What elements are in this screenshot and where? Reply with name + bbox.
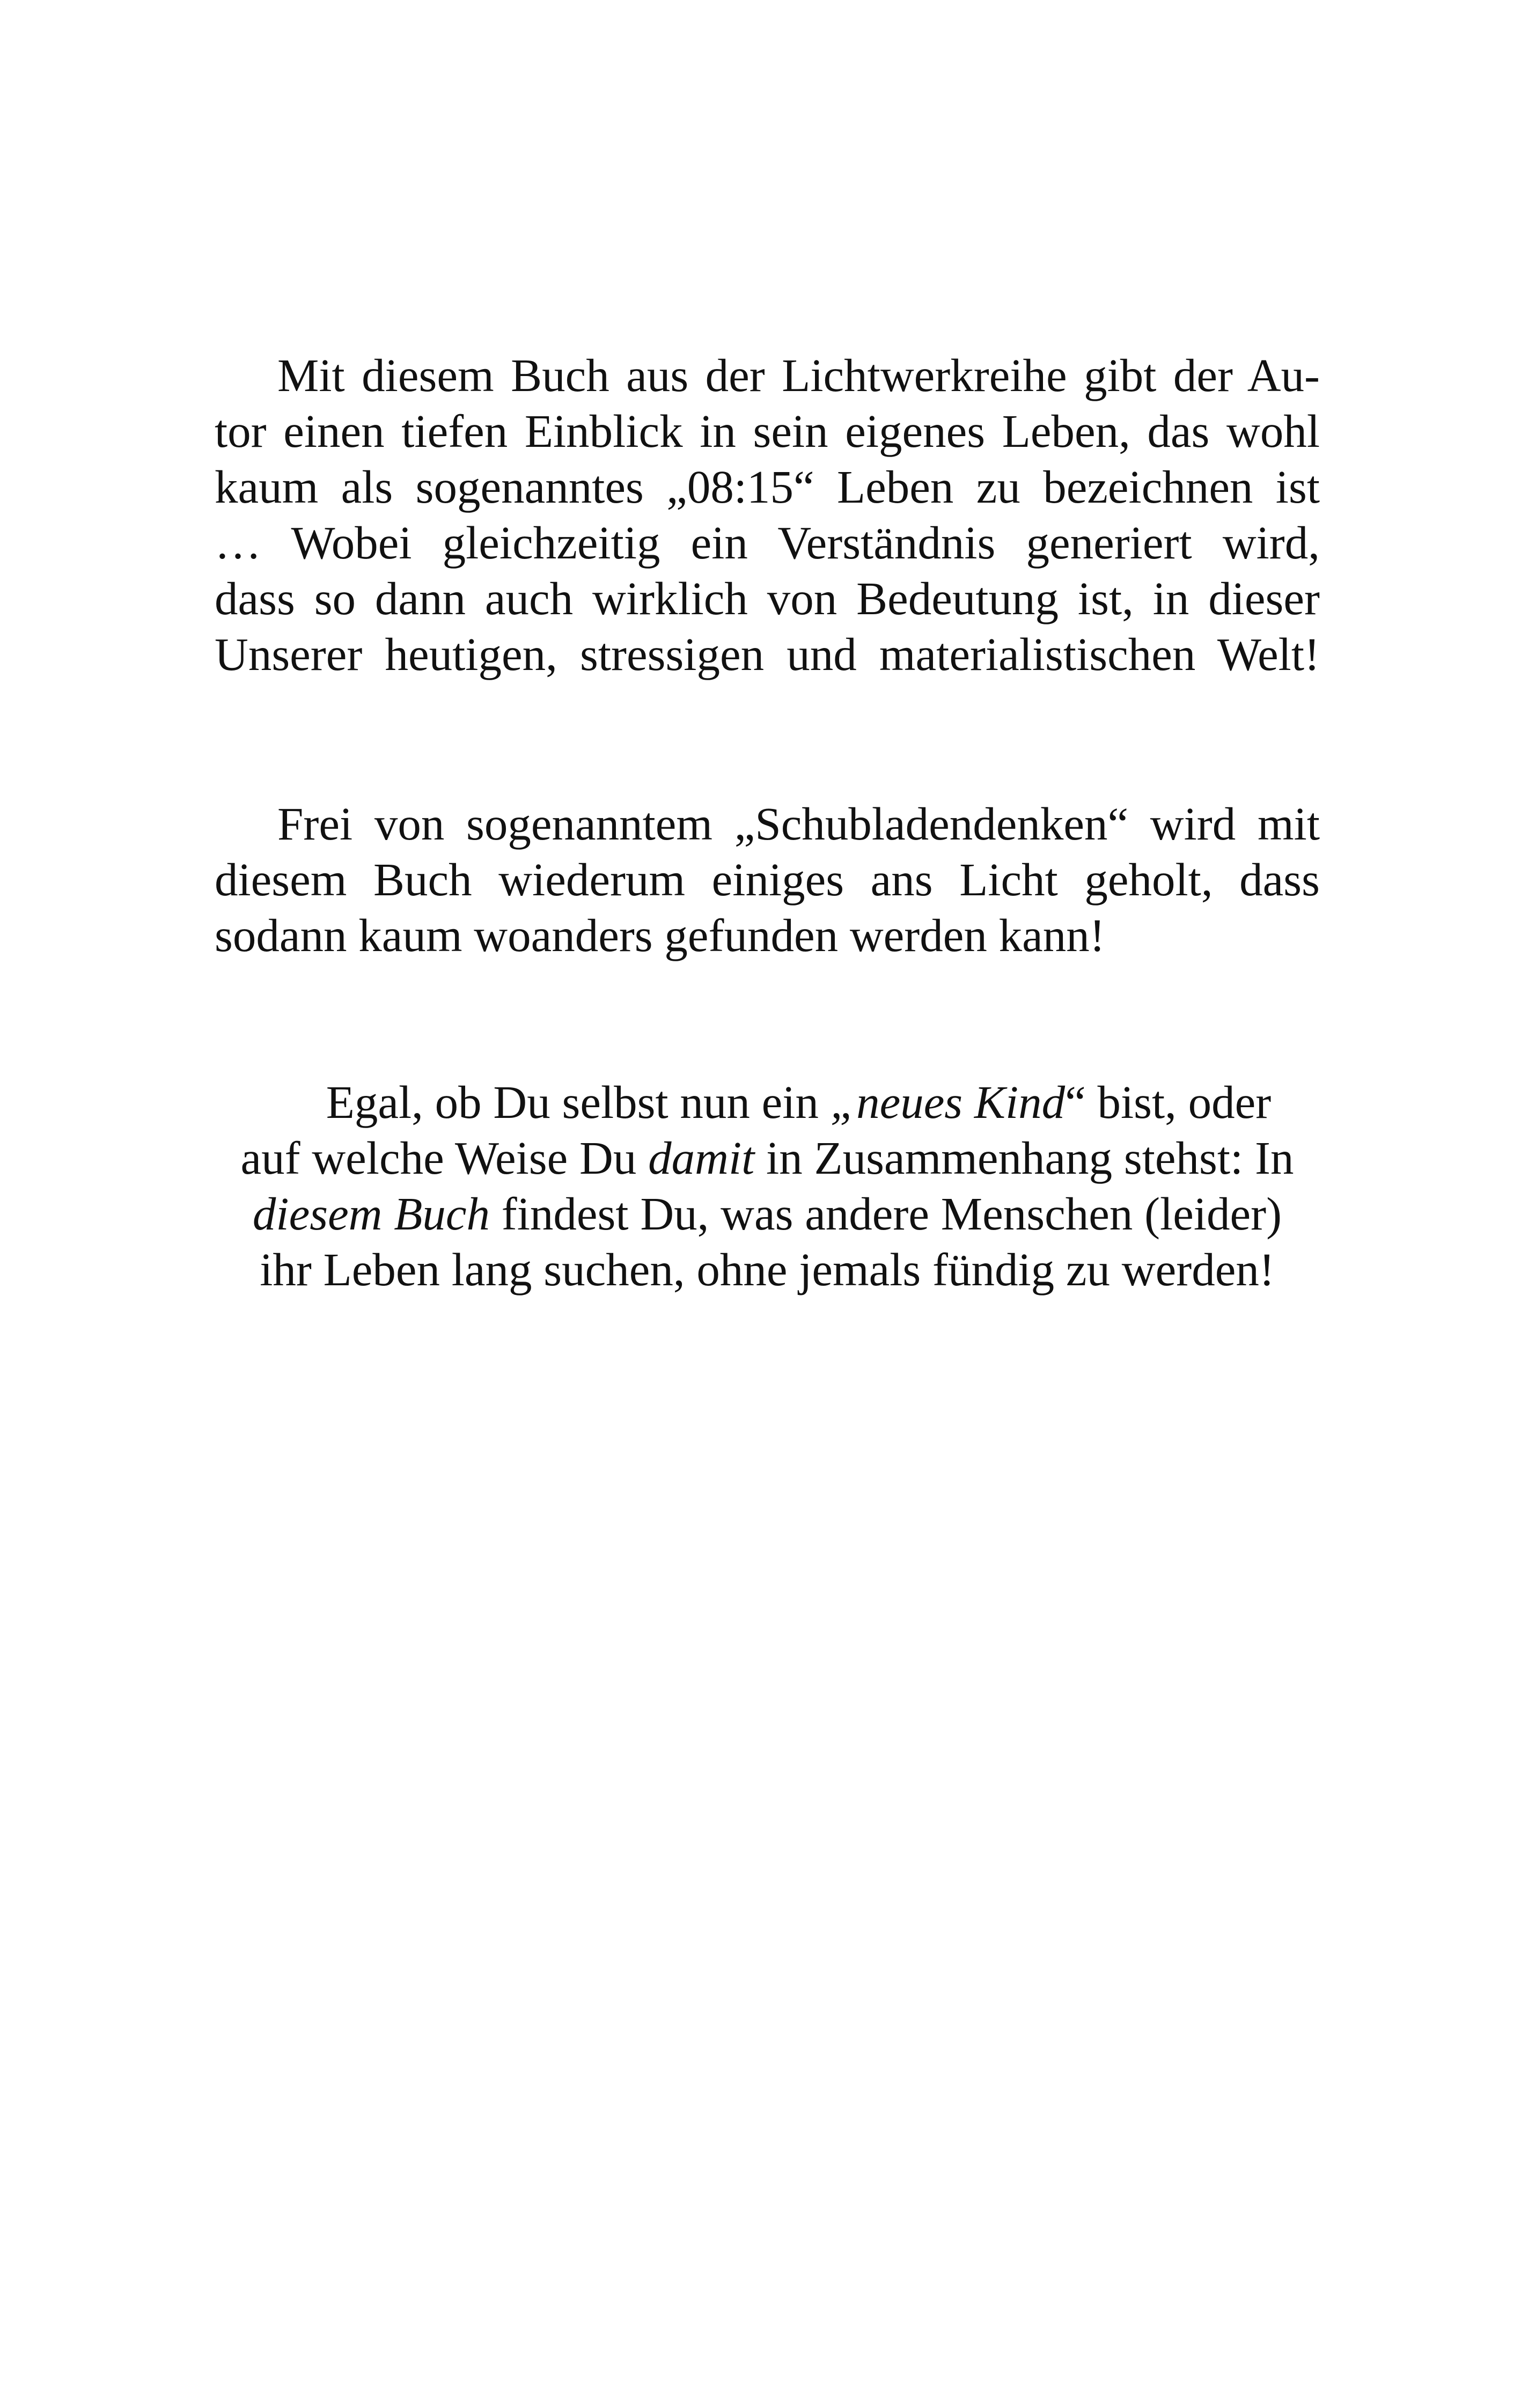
paragraph3-line-1 xyxy=(215,1074,1320,1130)
paragraph3-line1-text-b: “ bist, oder xyxy=(1065,1076,1272,1128)
paragraph-schubladendenken xyxy=(215,796,1320,963)
paragraph1-line-6: Unserer heutigen, stressigen und materialistischen Welt! xyxy=(215,628,1320,680)
paragraph2-line-2: diesem Buch wiederum einiges ans Licht geholt, dass xyxy=(215,853,1320,905)
paragraph1-line-5: dass so dann auch wirklich von Bedeutung ist, in dieser xyxy=(215,572,1320,624)
paragraph1-line-2: tor einen tiefen Einblick in sein eigenes Leben, das wohl xyxy=(215,405,1320,457)
paragraph-lichtwerkreihe xyxy=(215,348,1320,682)
paragraph3-line-4: ihr Leben lang suchen, ohne jemals fündig zu werden! xyxy=(260,1243,1275,1295)
paragraph1-line-3: kaum als sogenanntes „08:15“ Leben zu bezeichnen ist xyxy=(215,461,1320,513)
paragraph3-line1-text-a: Egal, ob Du selbst nun ein xyxy=(326,1076,831,1128)
paragraph-neues-kind xyxy=(215,1074,1320,1298)
paragraph3-line1-italic: „neues Kind xyxy=(830,1076,1066,1128)
paragraph3-line-3 xyxy=(215,1186,1320,1242)
paragraph1-line-4: … Wobei gleichzeitig ein Verständnis generiert wird, xyxy=(215,517,1320,569)
paragraph3-line2-text-b: in Zusammenhang stehst: In xyxy=(754,1132,1294,1184)
paragraph3-line3-text-b: findest Du, was andere Menschen (leider) xyxy=(490,1188,1282,1240)
paragraph3-line2-italic: damit xyxy=(648,1132,755,1184)
paragraph3-line2-text-a: auf welche Weise Du xyxy=(240,1132,649,1184)
paragraph3-line-2 xyxy=(215,1130,1320,1186)
paragraph1-line-1: Mit diesem Buch aus der Lichtwerkreihe gibt der Au- xyxy=(277,349,1320,401)
paragraph2-line-3: sodann kaum woanders gefunden werden kann! xyxy=(215,909,1105,961)
paragraph2-line-1: Frei von sogenanntem „Schubladendenken“ wird mit xyxy=(277,798,1320,850)
paragraph3-line3-italic: diesem Buch xyxy=(252,1188,490,1240)
